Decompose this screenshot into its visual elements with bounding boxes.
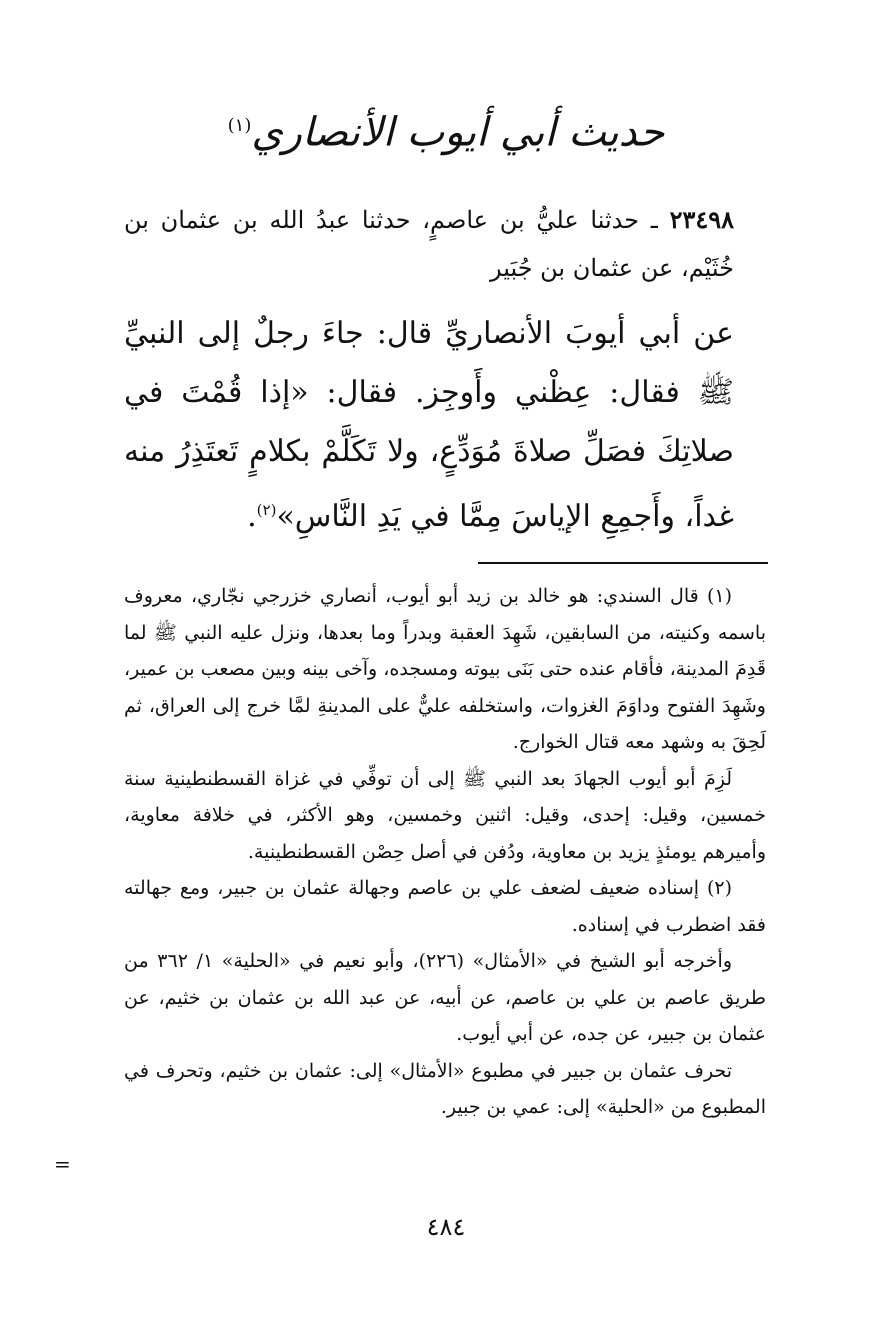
hadith-number-dash: ـ (639, 206, 670, 234)
footnote-paragraph: تحرف عثمان بن جبير في مطبوع «الأمثال» إلى: عثمان بن خثيم، وتحرف في المطبوع من «الحلية» إلى: عمي بن جبير. (124, 1059, 766, 1118)
footnote-1 (124, 578, 766, 870)
footnote-paragraph: لَزِمَ أبو أيوب الجهادَ بعد النبي ﷺ إلى أن توفِّي في غزاة القسطنطينية سنة خمسين، وقيل: إحدى، وقيل: اثنين وخمسين، وهو الأكثر، في خلافة معاوية، وأميرهم يومئذٍ يزيد بن معاوية، ودُفن في أصل حِصْن القسطنطينية. (124, 767, 766, 863)
continuation-mark: = (54, 1152, 71, 1176)
isnad-text: حدثنا عليُّ بن عاصمٍ، حدثنا عبدُ الله بن عثمان بن خُثَيْم، عن عثمان بن جُبَير (124, 206, 734, 282)
chapter-title (200, 96, 692, 162)
chapter-title-text: حديث أبي أيوب الأنصاري (251, 109, 665, 156)
footnote-paragraph: (٢) إسناده ضعيف لضعف علي بن عاصم وجهالة عثمان بن جبير، ومع جهالته فقد اضطرب في إسناده. (124, 877, 766, 936)
hadith-isnad (124, 196, 734, 292)
matn-end: . (247, 499, 257, 534)
matn-footnote-ref: (٢) (256, 501, 277, 519)
page-number: ٤٨٤ (426, 1213, 466, 1241)
footnote-2 (124, 870, 766, 1126)
matn-text: عن أبي أيوبَ الأنصاريِّ قال: جاءَ رجلٌ إلى النبيِّ ﷺ فقال: عِظْني وأَوجِز. فقال: «إذا قُمْتَ في صلاتِكَ فصَلِّ صلاةَ مُوَدِّعٍ، ولا تَكَلَّمْ بكلامٍ تَعتَذِرُ منه غداً، وأَجمِعِ الإياسَ مِمَّا في يَدِ النَّاسِ» (124, 316, 734, 534)
footnote-paragraph: (١) قال السندي: هو خالد بن زيد أبو أيوب، أنصاري خزرجي نجّاري، معروف باسمه وكنيته، من السابقين، شَهِدَ العقبة وبدراً وما بعدها، ونزل عليه النبي ﷺ لما قَدِمَ المدينة، فأقام عنده حتى بَنَى بيوته ومسجده، وآخى بينه وبين مصعب بن عمير، وشَهِدَ الفتوح وداوَمَ الغزوات، واستخلفه عليٌّ على المدينةِ لمَّا خرج إلى العراق، ثم لَحِقَ به وشهد معه قتال الخوارج. (124, 585, 766, 753)
footnote-divider (478, 562, 768, 564)
hadith-matn (124, 304, 734, 546)
footnotes-section (124, 578, 766, 1126)
hadith-number: ٢٣٤٩٨ (669, 205, 735, 234)
chapter-footnote-ref: (١) (227, 115, 252, 136)
footnote-paragraph: وأخرجه أبو الشيخ في «الأمثال» (٢٢٦)، وأبو نعيم في «الحلية» ١/ ٣٦٢ من طريق عاصم بن علي بن عاصم، عن أبيه، عن عبد الله بن عثمان بن خثيم، عن عثمان بن جبير، عن جده، عن أبي أيوب. (124, 950, 766, 1045)
